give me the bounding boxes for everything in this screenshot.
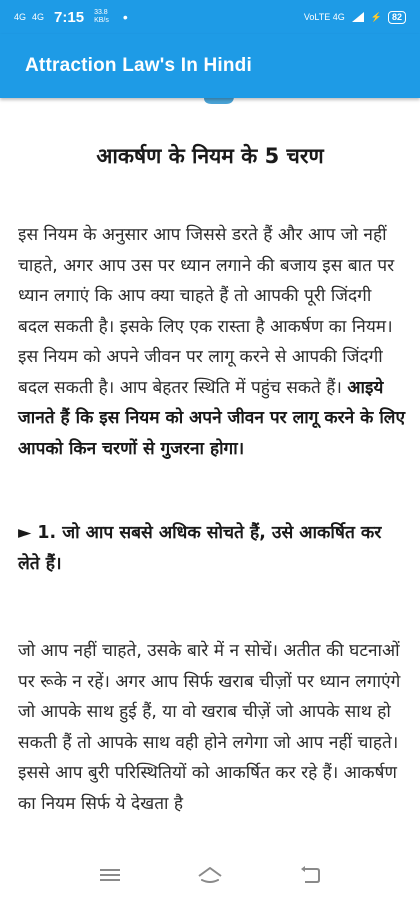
back-button[interactable] — [295, 863, 325, 887]
net-speed — [94, 9, 109, 25]
notification-dot-icon: • — [122, 9, 128, 25]
system-nav-bar — [0, 850, 420, 900]
article-title: आकर्षण के नियम के 5 चरण — [96, 144, 324, 168]
paragraph-1-bold: आइये जानते हैं कि इस नियम को अपने जीवन पर लागू करने के लिए आपको किन चरणों से गुजरना होगा। — [18, 377, 405, 459]
article-image — [196, 98, 238, 106]
status-right — [304, 11, 406, 24]
article-paragraph-1 — [18, 220, 406, 464]
net-speed-unit: KB/s — [94, 17, 109, 24]
app-bar — [0, 34, 420, 98]
article-paragraph-2: जो आप नहीं चाहते, उसके बारे में न सोचें। अतीत की घटनाओं पर रूके न रहें। अगर आप सिर्फ खराब चीज़ों पर ध्यान लगाएंगे जो आपके साथ हुई हैं, या वो खराब चीज़ें जो आपके साथ हो सकती हैं तो आपके साथ वही होने लगेगा जो आप नहीं चाहते। इससे आप बुरी परिस्थितियों को आकर्षित कर रहे हैं। आकर्षण का नियम सिर्फ ये देखता है — [18, 641, 401, 814]
charging-icon: ⚡ — [370, 11, 382, 22]
step-heading-1: ► 1. जो आप सबसे अधिक सोचते हैं, उसे आकर्षित कर लेते हैं। — [18, 523, 382, 574]
network-indicator-1: 4G — [14, 12, 27, 22]
status-bar — [0, 0, 420, 34]
net-speed-value: 33.8 — [94, 9, 108, 16]
home-button[interactable] — [195, 863, 225, 887]
app-title: Attraction Law's In Hindi — [25, 55, 252, 76]
back-icon — [299, 866, 321, 884]
recent-apps-button[interactable] — [95, 863, 125, 887]
network-indicator-2: 4G — [32, 12, 45, 22]
signal-icon — [351, 11, 365, 23]
signal-text: VoLTE 4G — [303, 12, 345, 22]
menu-icon — [99, 867, 121, 883]
article-content[interactable] — [0, 98, 420, 850]
home-icon — [197, 865, 223, 885]
paragraph-1-text: इस नियम के अनुसार आप जिससे डरते हैं और आप जो नहीं चाहते, अगर आप उस पर ध्यान लगाने की बजाय इस बात पर ध्यान लगाएं कि आप क्या चाहते हैं तो आपकी पूरी जिंदगी बदल सकती है। इसके लिए एक रास्ता है आकर्षण का नियम। इस नियम को अपने जीवन पर लागू करने से आपकी जिंदगी बदल सकती है। आप बेहतर स्थिति में पहुंच सकते हैं। — [18, 225, 395, 398]
status-left — [14, 9, 128, 26]
clock: 7:15 — [54, 8, 85, 26]
battery-level: 82 — [388, 11, 406, 24]
